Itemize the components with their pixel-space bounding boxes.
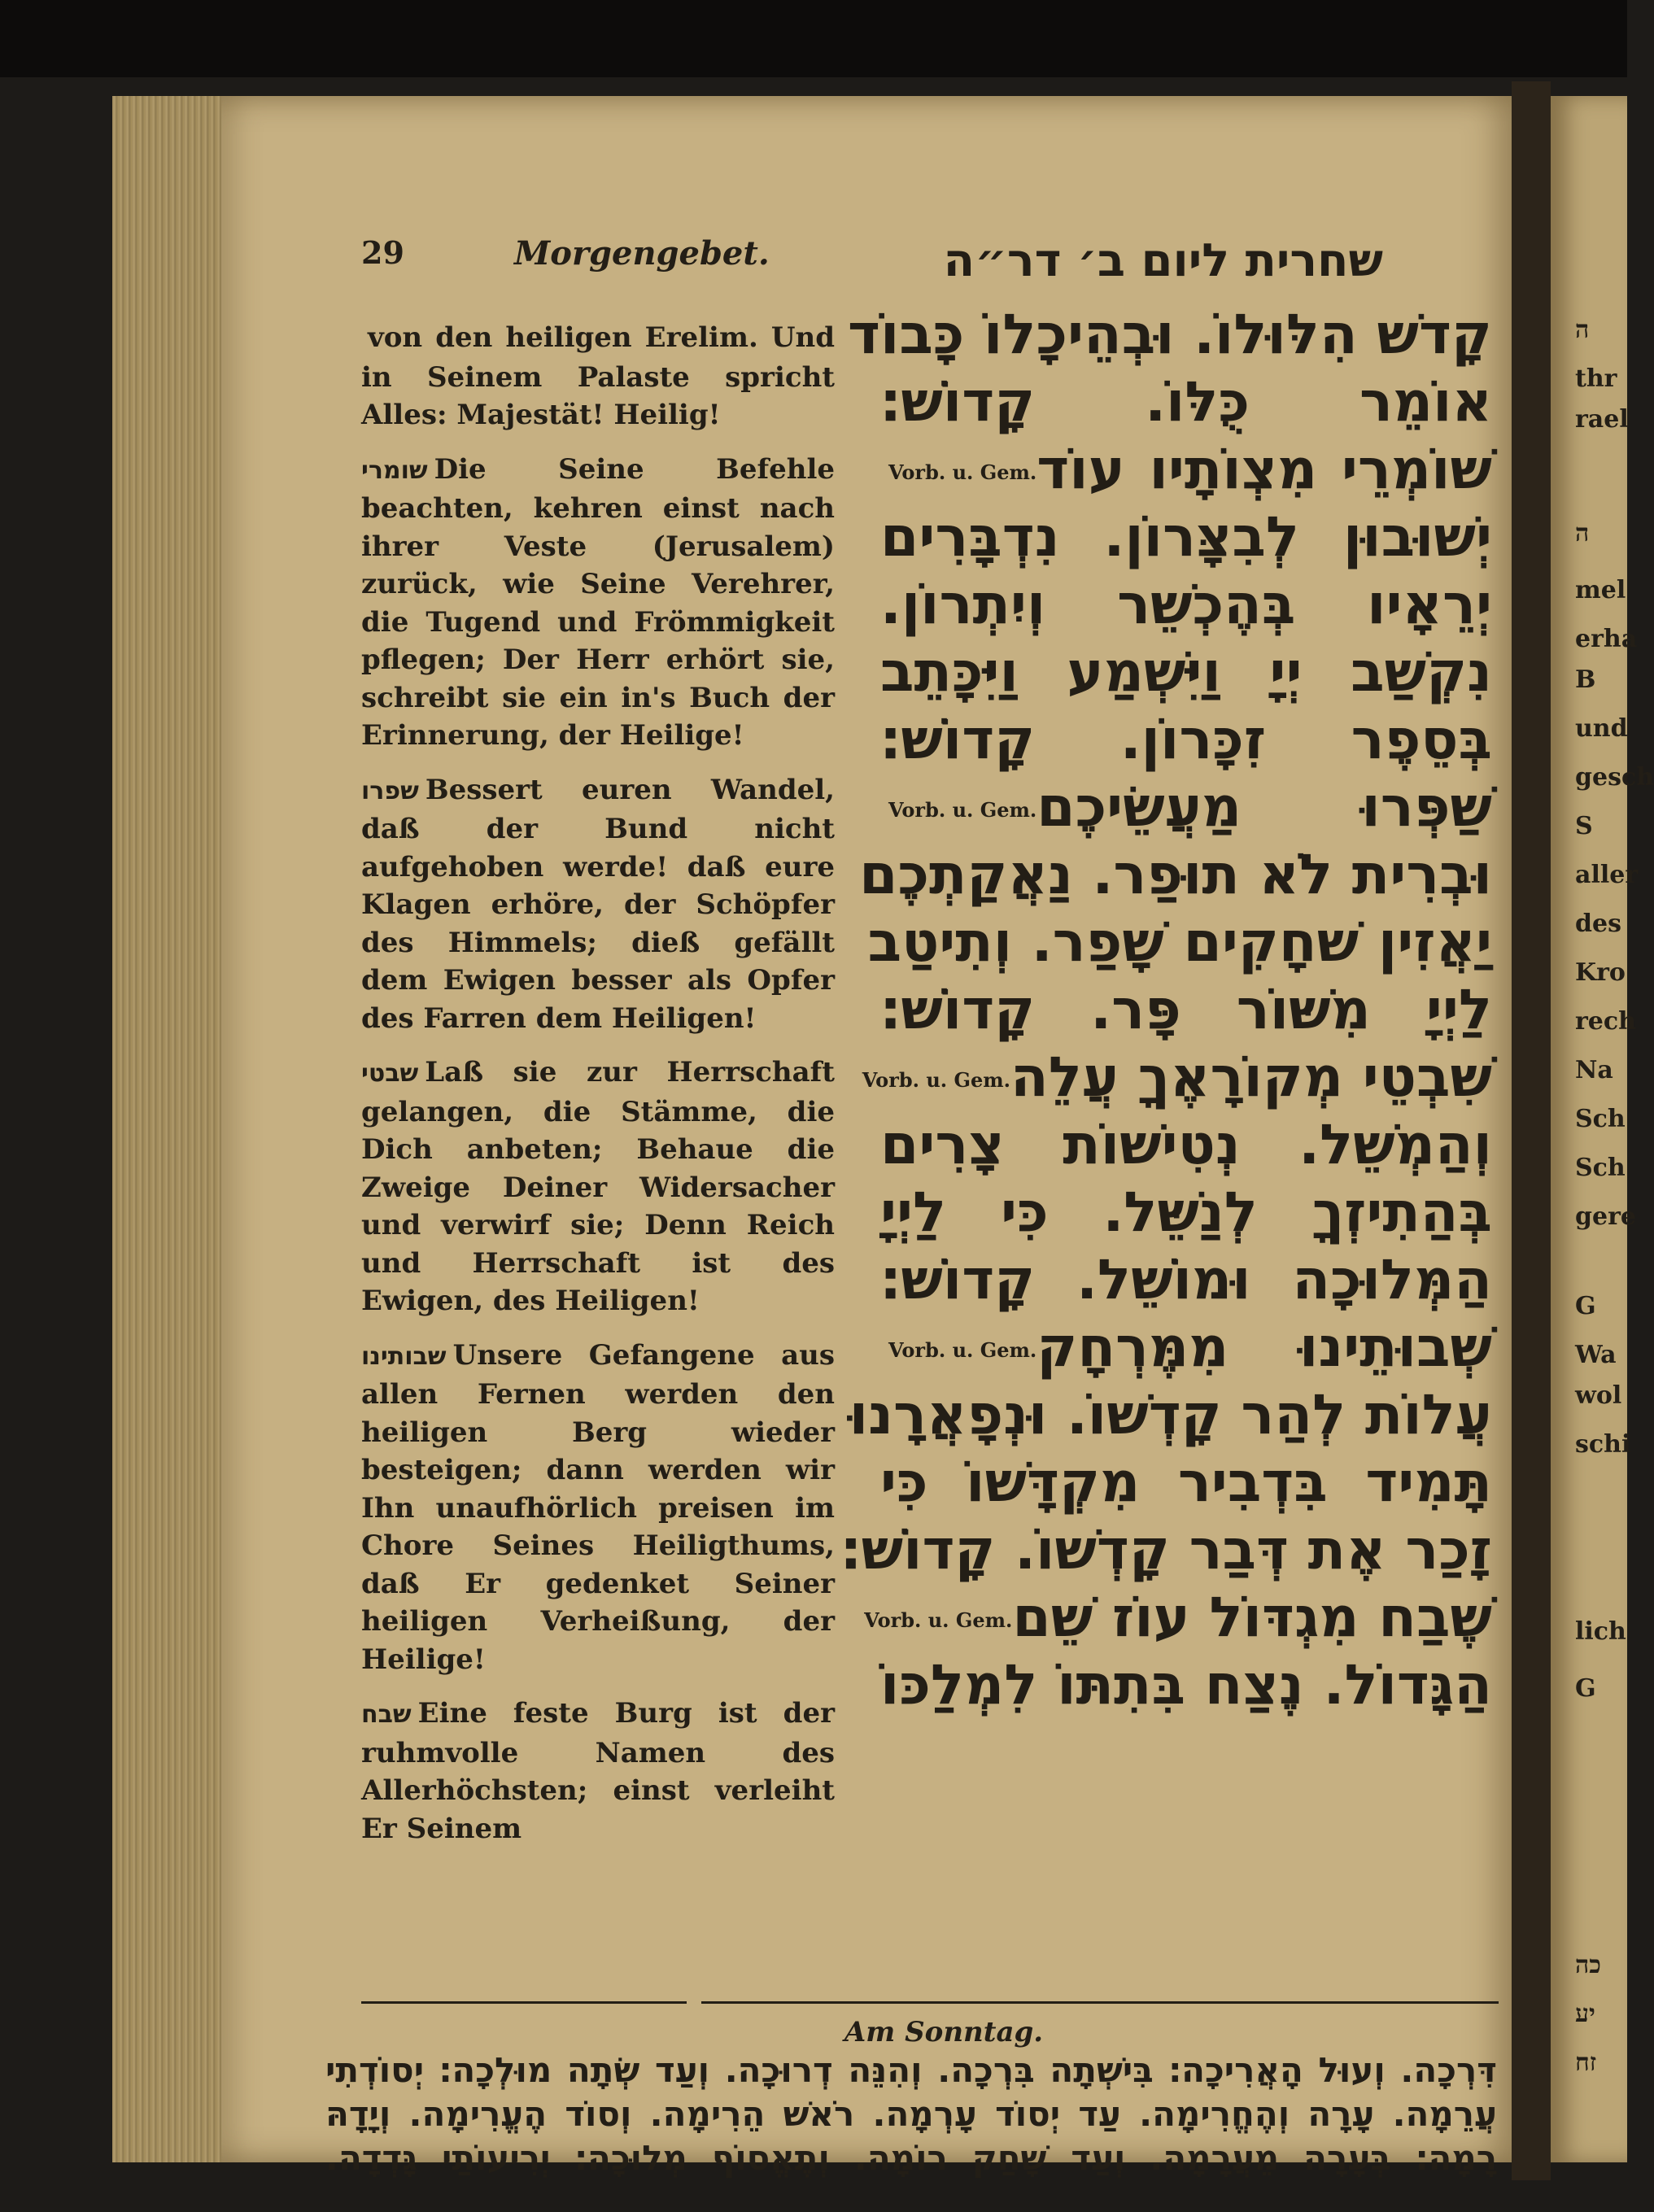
next-page-text-fragment: כה <box>1575 1951 1601 1979</box>
next-page-text-fragment: Sch <box>1575 1154 1626 1182</box>
hebrew-line <box>867 909 1492 976</box>
hebrew-line <box>880 1651 1492 1719</box>
hebrew-line <box>862 1044 1492 1111</box>
german-paragraph: שומרי Die Seine Befehle beachten, kehren einst nach ihrer Veste (Jerusalem) zurück, wie Seine Verehrer, die Tugend und Frömmigkeit pflegen; Der Herr erhört sie, schreibt sie ein in's Buch der Erinnerung, der Heilige! <box>361 452 835 752</box>
hebrew-cue-word: שומרי <box>361 456 428 485</box>
hebrew-line-text: נִקְשַׁב יְיָ וַיִּשְׁמַע וַיִּכָּתֵב <box>880 640 1492 705</box>
footnote-rule <box>701 2001 1499 2004</box>
next-page-text-fragment: B <box>1575 665 1596 694</box>
hebrew-line <box>859 841 1492 909</box>
hebrew-cue-word: שפרו <box>361 776 419 805</box>
german-paragraph: שבטי Laß sie zur Herrschaft gelangen, die Stämme, die Dich anbeten; Behaue die Zweige Deiner Widersacher und verwirf sie; Denn Reich und Herrschaft ist des Ewigen, des Heiligen! <box>361 1056 835 1317</box>
next-page-text-fragment: thr <box>1575 364 1617 393</box>
hebrew-line <box>880 436 1492 504</box>
hebrew-cue-word: שבותינו <box>361 1342 447 1371</box>
hebrew-line <box>880 639 1492 706</box>
next-page-text-fragment: mel <box>1575 576 1626 604</box>
hebrew-line-text: יְשׁוּבוּן לְבִצָּרוֹן. נִדְבָּרִים <box>880 505 1492 569</box>
next-page-edge <box>1551 96 1654 2162</box>
next-page-text-fragment: ה <box>1575 316 1590 344</box>
next-page-text-fragment: Sch <box>1575 1105 1626 1133</box>
hebrew-line <box>848 301 1492 369</box>
next-page-text-fragment: rech <box>1575 1007 1636 1036</box>
hebrew-line-text: תָּמִיד בִּדְבִיר מִקְדָּשׁוֹ כִּי <box>880 1451 1492 1515</box>
hebrew-line-text: הַמְּלוּכָה וּמוֹשֵׁל. קָדוֹשׁ׃ <box>880 1248 1492 1312</box>
running-head-german: Morgengebet. <box>514 234 770 273</box>
vorbeter-gemeinde-marker: Vorb. u. Gem. <box>888 798 1037 822</box>
german-paragraph: von den heiligen Erelim. Und in Seinem Palaste spricht Alles: Majestät! Heilig! <box>361 321 835 431</box>
hebrew-line <box>880 774 1492 841</box>
next-page-text-fragment: gesch <box>1575 763 1654 792</box>
next-page-text-fragment: זח <box>1575 2048 1597 2077</box>
footnote-rule <box>361 2001 687 2004</box>
next-page-text-fragment: und <box>1575 714 1628 743</box>
hebrew-line-text: זָכַר אֶת דְּבַר קָדְשׁוֹ. קָדוֹשׁ׃ <box>840 1518 1492 1582</box>
hebrew-line-text: שֶׁבַח מִגְדּוֹל עוֹז שֵׁם <box>1012 1586 1492 1650</box>
hebrew-line <box>880 504 1492 571</box>
hebrew-line-text: שַׁפְּרוּ מַעֲשֵׂיכֶם <box>1036 775 1492 840</box>
hebrew-line-text: יַאֲזִין שׁחָקִים שָׁפַר. וְתִיטַב <box>867 910 1492 975</box>
hebrew-line-text: יְרֵאָיו בְּהֶכְשֵׁר וְיִתְרוֹן. <box>880 573 1492 637</box>
hebrew-line-text: שְׁבוּתֵינוּ מִמֶּרְחָק <box>1036 1315 1492 1380</box>
vorbeter-gemeinde-marker: Vorb. u. Gem. <box>888 1338 1037 1363</box>
hebrew-line <box>840 1516 1492 1584</box>
book-cover-top <box>0 0 1627 77</box>
next-page-text-fragment: ה <box>1575 519 1590 548</box>
hebrew-line-text: שׁוֹמְרֵי מִצְוֹתָיו עוֹד <box>1036 438 1492 502</box>
german-paragraph: שפרו Bessert euren Wandel, daß der Bund nicht aufgehoben werde! daß eure Klagen erhöre, der Schöpfer des Himmels; dieß gefällt dem Ewigen besser als Opfer des Farren dem Heiligen! <box>361 773 835 1035</box>
hebrew-cue-word: שבח <box>361 1700 412 1729</box>
hebrew-line <box>880 571 1492 639</box>
next-page-text-fragment: erha <box>1575 625 1638 653</box>
footnote-line: רָמָה׃ בְּעָרָה מֵעֲרָמָה. וְעַד שָׁחַק רוֹמָה. וְתֶאֱסוֹף מְלוּכָה׃ יְרִיעוֹתַי גָּדְדָה. <box>325 2138 1497 2178</box>
vorbeter-gemeinde-marker: Vorb. u. Gem. <box>888 460 1037 485</box>
book-gutter <box>1512 81 1551 2180</box>
hebrew-line <box>864 1584 1492 1651</box>
hebrew-line-text: אוֹמֵר כֻּלּוֹ. קָדוֹשׁ׃ <box>880 370 1492 434</box>
hebrew-line-text: הַגָּדוֹל. נֶצַח בִּתִתּוֹ לִמְלַכּוֹ <box>880 1653 1492 1717</box>
next-page-text-fragment: S <box>1575 812 1593 840</box>
page-number: 29 <box>361 234 404 271</box>
hebrew-line-text: עֲלוֹת לְהַר קָדְשׁוֹ. וּנְפָאֲרָנוּ <box>849 1383 1492 1447</box>
next-page-text-fragment: G <box>1575 1292 1596 1320</box>
hebrew-line-text: קָדשׁ הִלּוּלוֹ. וּבְהֵיכָלוֹ כָּבוֹד <box>848 303 1492 367</box>
hebrew-line-text: לַיְיָ מִשּׁוֹר פָּר. קָדוֹשׁ׃ <box>880 978 1492 1042</box>
next-page-text-fragment: des <box>1575 910 1621 938</box>
hebrew-line <box>880 369 1492 436</box>
footnote-title: Am Sonntag. <box>844 2016 1044 2048</box>
hebrew-line <box>849 1381 1492 1449</box>
next-page-text-fragment: schi <box>1575 1430 1631 1459</box>
german-translation-column <box>361 319 835 1864</box>
hebrew-line <box>880 1449 1492 1516</box>
next-page-text-fragment: gere <box>1575 1202 1636 1231</box>
vorbeter-gemeinde-marker: Vorb. u. Gem. <box>864 1608 1013 1633</box>
hebrew-line-text: וּבְרִית לֹא תוּפַר. נַאֲקַתְכֶם <box>859 843 1492 907</box>
next-page-text-fragment: aller <box>1575 861 1639 889</box>
hebrew-line <box>880 1111 1492 1179</box>
page-edges <box>112 96 226 2162</box>
hebrew-cue-word: שבטי <box>361 1059 419 1088</box>
hebrew-text-column <box>840 301 1492 1719</box>
next-page-text-fragment: G <box>1575 1674 1596 1703</box>
hebrew-line <box>880 1179 1492 1246</box>
hebrew-line <box>880 1246 1492 1314</box>
next-page-text-fragment: יע <box>1575 2000 1595 2028</box>
hebrew-line-text: בְּהַתִיזְךָ לְנַשֵּׁל. כִּי לַיְיָ <box>880 1180 1492 1245</box>
next-page-text-fragment: Na <box>1575 1056 1613 1084</box>
hebrew-line-text: וְהַמְשֵׁל. נְטִישׁוֹת צָרִים <box>880 1113 1492 1177</box>
next-page-text-fragment: Kro <box>1575 958 1626 987</box>
next-page-text-fragment: rael <box>1575 405 1629 434</box>
footnote-line: עֲרֵמָה. עָרָה וְהֶחֱרִימָה. עַד יְסוֹד עָרְמָה. רֹאשׁ הֵרִימָה. וְסוֹד הֶעֱרִימָה. וְיָדָהּ <box>325 2094 1497 2134</box>
hebrew-line <box>880 1314 1492 1381</box>
hebrew-line <box>880 976 1492 1044</box>
next-page-text-fragment: lich <box>1575 1617 1626 1646</box>
next-page-text-fragment: wol <box>1575 1381 1622 1410</box>
german-paragraph: שבח Eine feste Burg ist der ruhmvolle Namen des Allerhöchsten; einst verleiht Er Seinem <box>361 1697 835 1845</box>
hebrew-line-text: שִׁבְטֵי מְקוֹרָאֶךָ עֲלֵה <box>1010 1045 1492 1110</box>
running-head-hebrew: שחרית ליום ב׳ דר״ה <box>943 234 1383 287</box>
german-paragraph: שבותינו Unsere Gefangene aus allen Fernen werden den heiligen Berg wieder besteigen; dann werden wir Ihn unaufhörlich preisen im Chore Seines Heiligthums, daß Er gedenket Seiner heiligen Verheißung, der Heilige! <box>361 1338 835 1676</box>
hebrew-line-text: בְּסֵפֶר זִכָּרוֹן. קָדוֹשׁ׃ <box>880 708 1492 772</box>
vorbeter-gemeinde-marker: Vorb. u. Gem. <box>862 1068 1011 1093</box>
footnote-line: דִּרְכָה. וְעוּל הָאֲרִיכָה׃ בִּישְׁתָה בִּרְכָה. וְהִנֵּה דְרוּכָה. וְעַד שְׂתָה מוּלְכָה׃ יְסוֹדְתִי <box>325 2050 1497 2090</box>
next-page-text-fragment: Wa <box>1575 1341 1617 1369</box>
hebrew-line <box>880 706 1492 774</box>
